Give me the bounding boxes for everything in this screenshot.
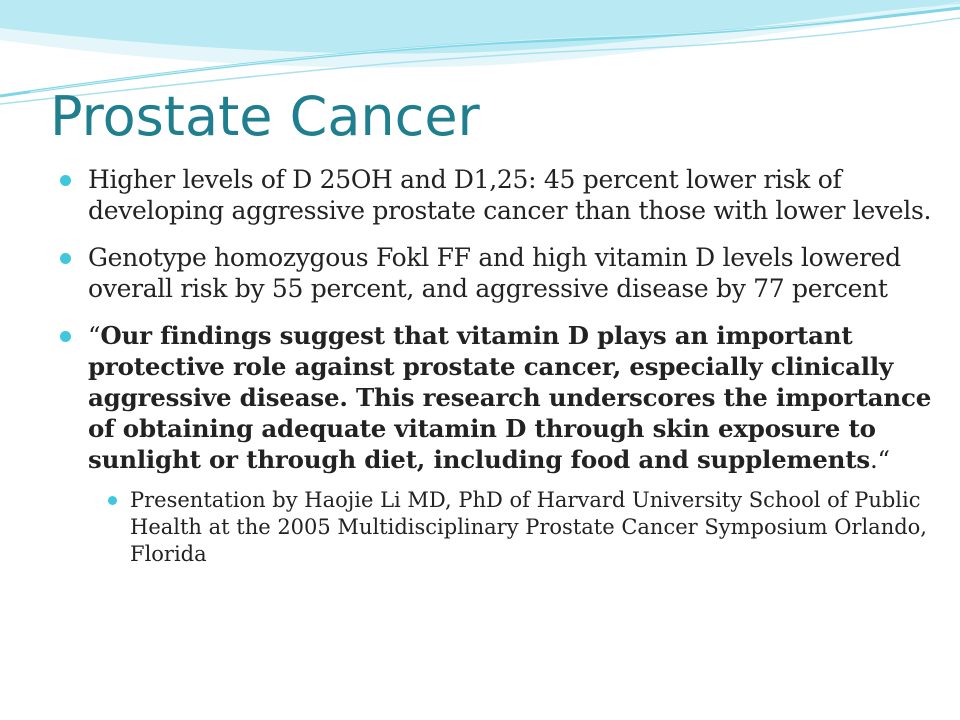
citation-text: Presentation by Haojie Li MD, PhD of Harvard University School of Public Health at the 2005 Multidisciplinary Prostate Cancer Symposium Orlando, Florida xyxy=(130,488,927,566)
quote-bullet-item xyxy=(60,320,940,475)
bullet-text: Genotype homozygous Fokl FF and high vitamin D levels lowered overall risk by 55 percent, and aggressive disease by 77 percent xyxy=(88,243,901,303)
bullet-dot-icon xyxy=(60,331,71,342)
quote-text: Our findings suggest that vitamin D plays an important protective role against prostate cancer, especially clinically aggressive disease. This research underscores the importance of obtaining adequate vitamin D through skin exposure to sunlight or through diet, including food and supplements xyxy=(88,321,932,474)
bullet-item xyxy=(60,164,940,226)
quote-paragraph xyxy=(88,320,940,475)
quote-open-mark: “ xyxy=(88,321,101,350)
bullet-dot-icon xyxy=(60,175,71,186)
bullet-dot-icon xyxy=(60,253,71,264)
sub-bullet-dot-icon xyxy=(108,496,117,505)
sub-bullet-item xyxy=(108,487,940,568)
bullet-text: Higher levels of D 25OH and D1,25: 45 percent lower risk of developing aggressive prostate cancer than those with lower levels. xyxy=(88,165,932,225)
bullet-item xyxy=(60,242,940,304)
slide-body xyxy=(60,164,940,584)
slide-title: Prostate Cancer xyxy=(50,85,480,148)
quote-close-mark: .“ xyxy=(869,445,890,474)
